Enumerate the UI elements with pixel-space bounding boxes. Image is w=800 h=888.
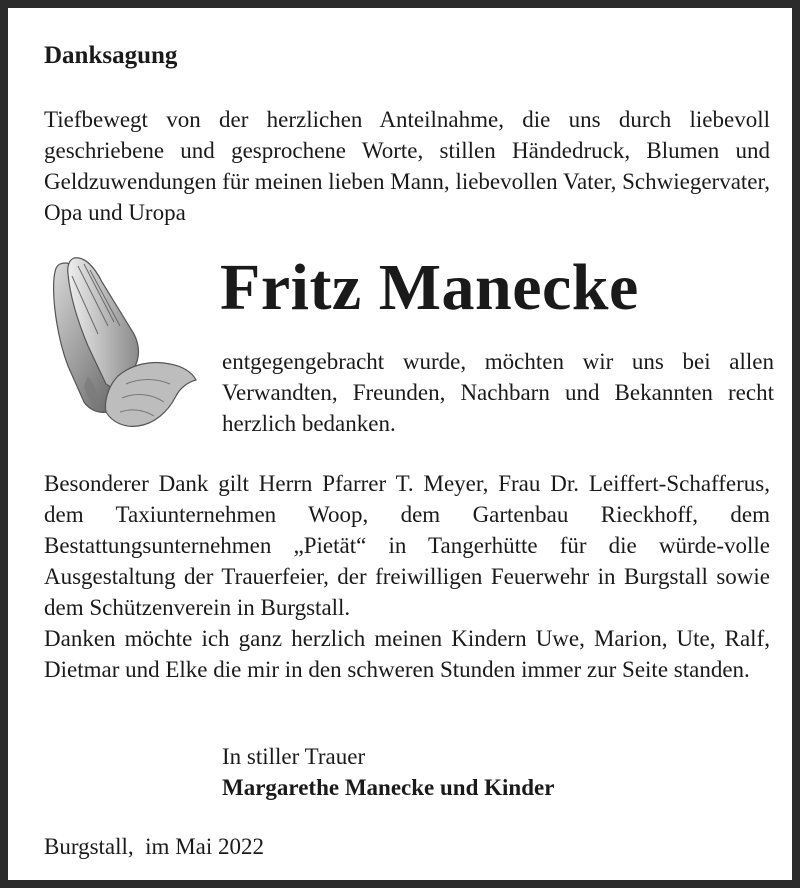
heading: Danksagung <box>44 42 178 69</box>
place-date: Burgstall, im Mai 2022 <box>44 834 264 859</box>
closing-block <box>222 741 554 803</box>
special-thanks-paragraph: Besonderer Dank gilt Herrn Pfarrer T. Meyer, Frau Dr. Leiffert-Schafferus, dem Taxiunternehmen Woop, dem Gartenbau Rieckhoff, dem Bestattungsunternehmen „Pietät“ in Tangerhütte für die würde-volle Ausgestaltung der Trauerfeier, der freiwilligen Feuerwehr in Burgstall sowie dem Schützenverein in Burgstall. <box>44 471 770 620</box>
signature: Margarethe Manecke und Kinder <box>222 775 555 800</box>
children-thanks-paragraph: Danken möchte ich ganz herzlich meinen Kindern Uwe, Marion, Ute, Ralf, Dietmar und Elke die mir in den schweren Stunden immer zur Seite standen. <box>44 626 770 682</box>
deceased-name: Fritz Manecke <box>220 251 639 324</box>
mourning-label: In stiller Trauer <box>222 744 366 769</box>
praying-hands-icon <box>48 256 198 431</box>
intro-paragraph: Tiefbewegt von der herzlichen Anteilnahme, die uns durch liebevoll geschriebene und gesprochene Worte, stillen Händedruck, Blumen und Geldzuwendungen für meinen lieben Mann, liebevollen Vater, Schwiegervater, Opa und Uropa <box>44 107 770 225</box>
thanks-paragraph: entgegengebracht wurde, möchten wir uns bei allen Verwandten, Freunden, Nachbarn und Bekannten recht herzlich bedanken. <box>222 349 774 436</box>
